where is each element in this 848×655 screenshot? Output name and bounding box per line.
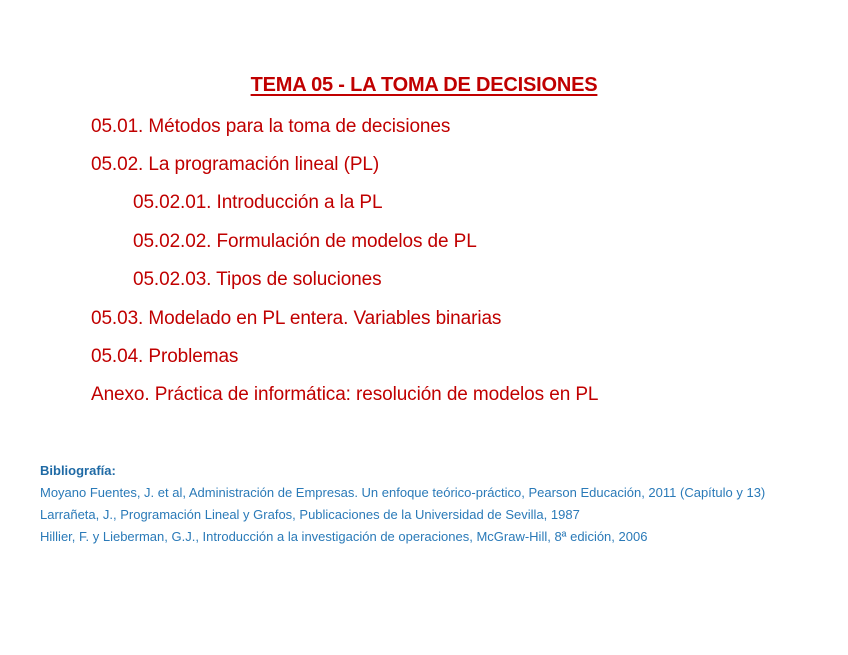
bibliography-reference: Moyano Fuentes, J. et al, Administración de Empresas. Un enfoque teórico-práctico, Pearson Educación, 2011 (Capítulo y 13)	[40, 485, 766, 500]
toc-item-05-04: 05.04. Problemas	[91, 346, 239, 367]
bibliography-reference: Larrañeta, J., Programación Lineal y Grafos, Publicaciones de la Universidad de Sevilla, 1987	[40, 507, 580, 522]
toc-item-05-02: 05.02. La programación lineal (PL)	[91, 154, 380, 175]
toc-item-05-02-02: 05.02.02. Formulación de modelos de PL	[133, 231, 477, 252]
bibliography-heading: Bibliografía:	[40, 463, 116, 478]
toc-item-05-01: 05.01. Métodos para la toma de decisiones	[91, 116, 451, 137]
toc-item-anexo: Anexo. Práctica de informática: resolución de modelos en PL	[91, 384, 599, 405]
page-title: TEMA 05 - LA TOMA DE DECISIONES	[250, 74, 598, 96]
toc-item-05-03: 05.03. Modelado en PL entera. Variables binarias	[91, 308, 502, 329]
bibliography	[40, 462, 820, 550]
toc-item-05-02-03: 05.02.03. Tipos de soluciones	[133, 269, 382, 290]
bibliography-reference: Hillier, F. y Lieberman, G.J., Introducción a la investigación de operaciones, McGraw-Hill, 8ª edición, 2006	[40, 529, 648, 544]
toc-item-05-02-01: 05.02.01. Introducción a la PL	[133, 192, 383, 213]
